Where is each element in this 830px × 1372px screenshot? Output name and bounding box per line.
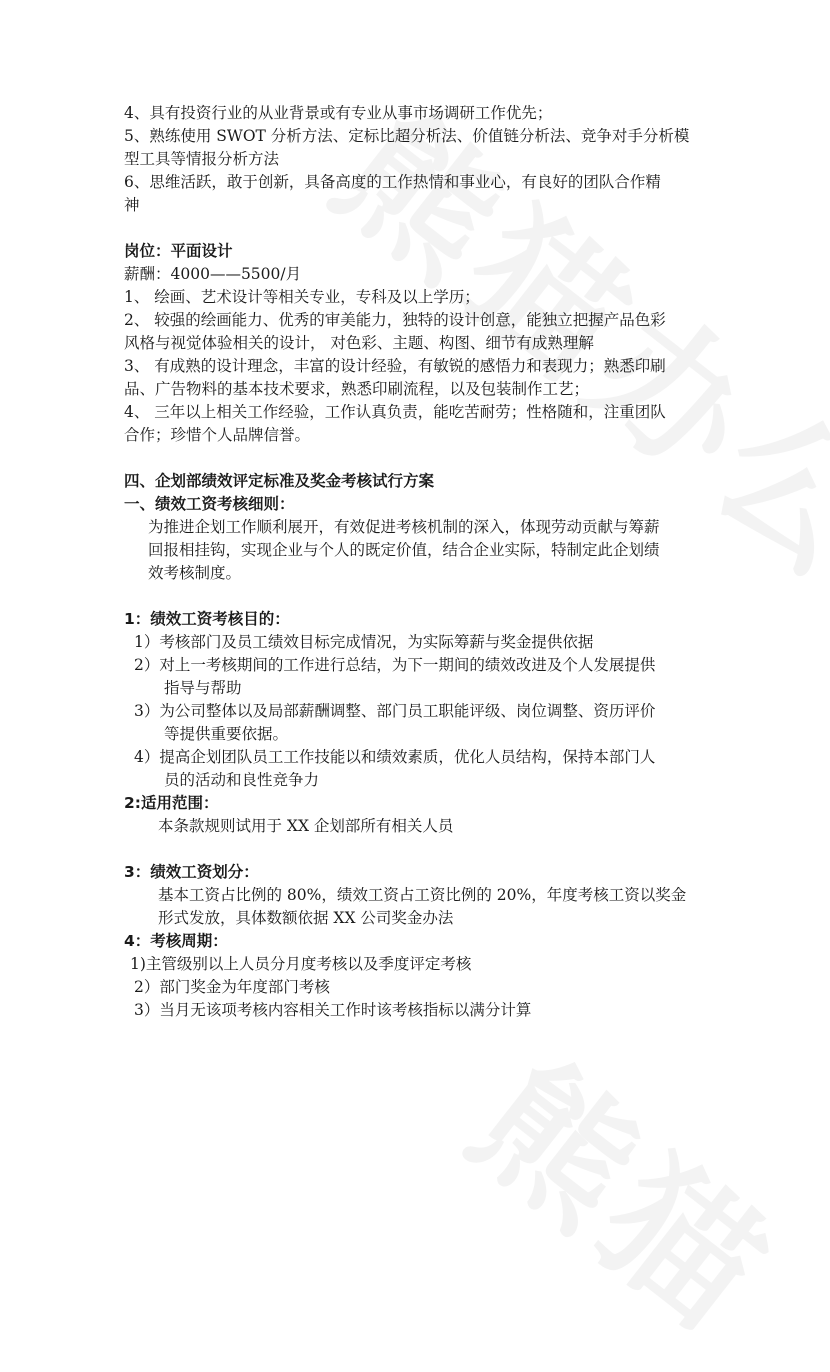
list-item-continuation: 员的活动和良性竞争力 bbox=[164, 771, 320, 789]
position-title: 岗位：平面设计 bbox=[124, 242, 233, 260]
paragraph-line: 效考核制度。 bbox=[148, 564, 242, 582]
list-item: 1)主管级别以上人员分月度考核以及季度评定考核 bbox=[130, 955, 472, 973]
requirement-line: 3、 有成熟的设计理念，丰富的设计经验，有敏锐的感悟力和表现力；熟悉印刷 bbox=[124, 357, 666, 375]
requirement-line: 风格与视觉体验相关的设计， 对色彩、主题、构图、细节有成熟理解 bbox=[124, 334, 594, 352]
list-item: 2）部门奖金为年度部门考核 bbox=[134, 978, 330, 996]
list-item-continuation: 等提供重要依据。 bbox=[164, 725, 289, 743]
subsection-heading: 2:适用范围： bbox=[124, 794, 219, 812]
subsection-heading: 4：考核周期： bbox=[124, 932, 228, 950]
requirement-line: 4、具有投资行业的从业背景或有专业从事市场调研工作优先； bbox=[124, 104, 553, 122]
requirement-line: 6、思维活跃，敢于创新，具备高度的工作热情和事业心，有良好的团队合作精 bbox=[124, 173, 661, 191]
list-item: 1）考核部门及员工绩效目标完成情况，为实际筹薪与奖金提供依据 bbox=[134, 633, 594, 651]
list-item: 4）提高企划团队员工工作技能以和绩效素质，优化人员结构，保持本部门人 bbox=[134, 748, 656, 766]
paragraph-line: 回报相挂钩，实现企业与个人的既定价值，结合企业实际，特制定此企划绩 bbox=[148, 541, 660, 559]
subsection-heading: 一、绩效工资考核细则： bbox=[124, 495, 295, 513]
subsection-heading: 1：绩效工资考核目的： bbox=[124, 610, 290, 628]
list-item: 3）当月无该项考核内容相关工作时该考核指标以满分计算 bbox=[134, 1001, 532, 1019]
requirement-line: 5、熟练使用 SWOT 分析方法、定标比超分析法、价值链分析法、竞争对手分析模 bbox=[124, 127, 690, 145]
paragraph-line: 为推进企划工作顺利展开，有效促进考核机制的深入，体现劳动贡献与筹薪 bbox=[148, 518, 660, 536]
list-item-continuation: 指导与帮助 bbox=[164, 679, 242, 697]
watermark-bottom bbox=[437, 1004, 822, 1371]
section-heading: 四、企划部绩效评定标准及奖金考核试行方案 bbox=[124, 472, 435, 490]
subsection-heading: 3：绩效工资划分： bbox=[124, 863, 259, 881]
requirement-line: 4、 三年以上相关工作经验，工作认真负责，能吃苦耐劳；性格随和，注重团队 bbox=[124, 403, 666, 421]
requirement-line: 型工具等情报分析方法 bbox=[124, 150, 280, 168]
requirement-line: 神 bbox=[124, 196, 140, 214]
list-item: 3）为公司整体以及局部薪酬调整、部门员工职能评级、岗位调整、资历评价 bbox=[134, 702, 656, 720]
salary-line: 薪酬：4000——5500/月 bbox=[124, 265, 302, 283]
paragraph-line: 形式发放，具体数额依据 XX 公司奖金办法 bbox=[158, 909, 454, 927]
requirement-line: 2、 较强的绘画能力、优秀的审美能力，独特的设计创意，能独立把握产品色彩 bbox=[124, 311, 666, 329]
paragraph-line: 本条款规则试用于 XX 企划部所有相关人员 bbox=[158, 817, 454, 835]
list-item: 2）对上一考核期间的工作进行总结，为下一期间的绩效改进及个人发展提供 bbox=[134, 656, 656, 674]
paragraph-line: 基本工资占比例的 80%，绩效工资占工资比例的 20%，年度考核工资以奖金 bbox=[158, 886, 687, 904]
requirement-line: 合作；珍惜个人品牌信誉。 bbox=[124, 426, 311, 444]
requirement-line: 1、 绘画、艺术设计等相关专业，专科及以上学历； bbox=[124, 288, 480, 306]
requirement-line: 品、广告物料的基本技术要求，熟悉印刷流程，以及包装制作工艺； bbox=[124, 380, 590, 398]
